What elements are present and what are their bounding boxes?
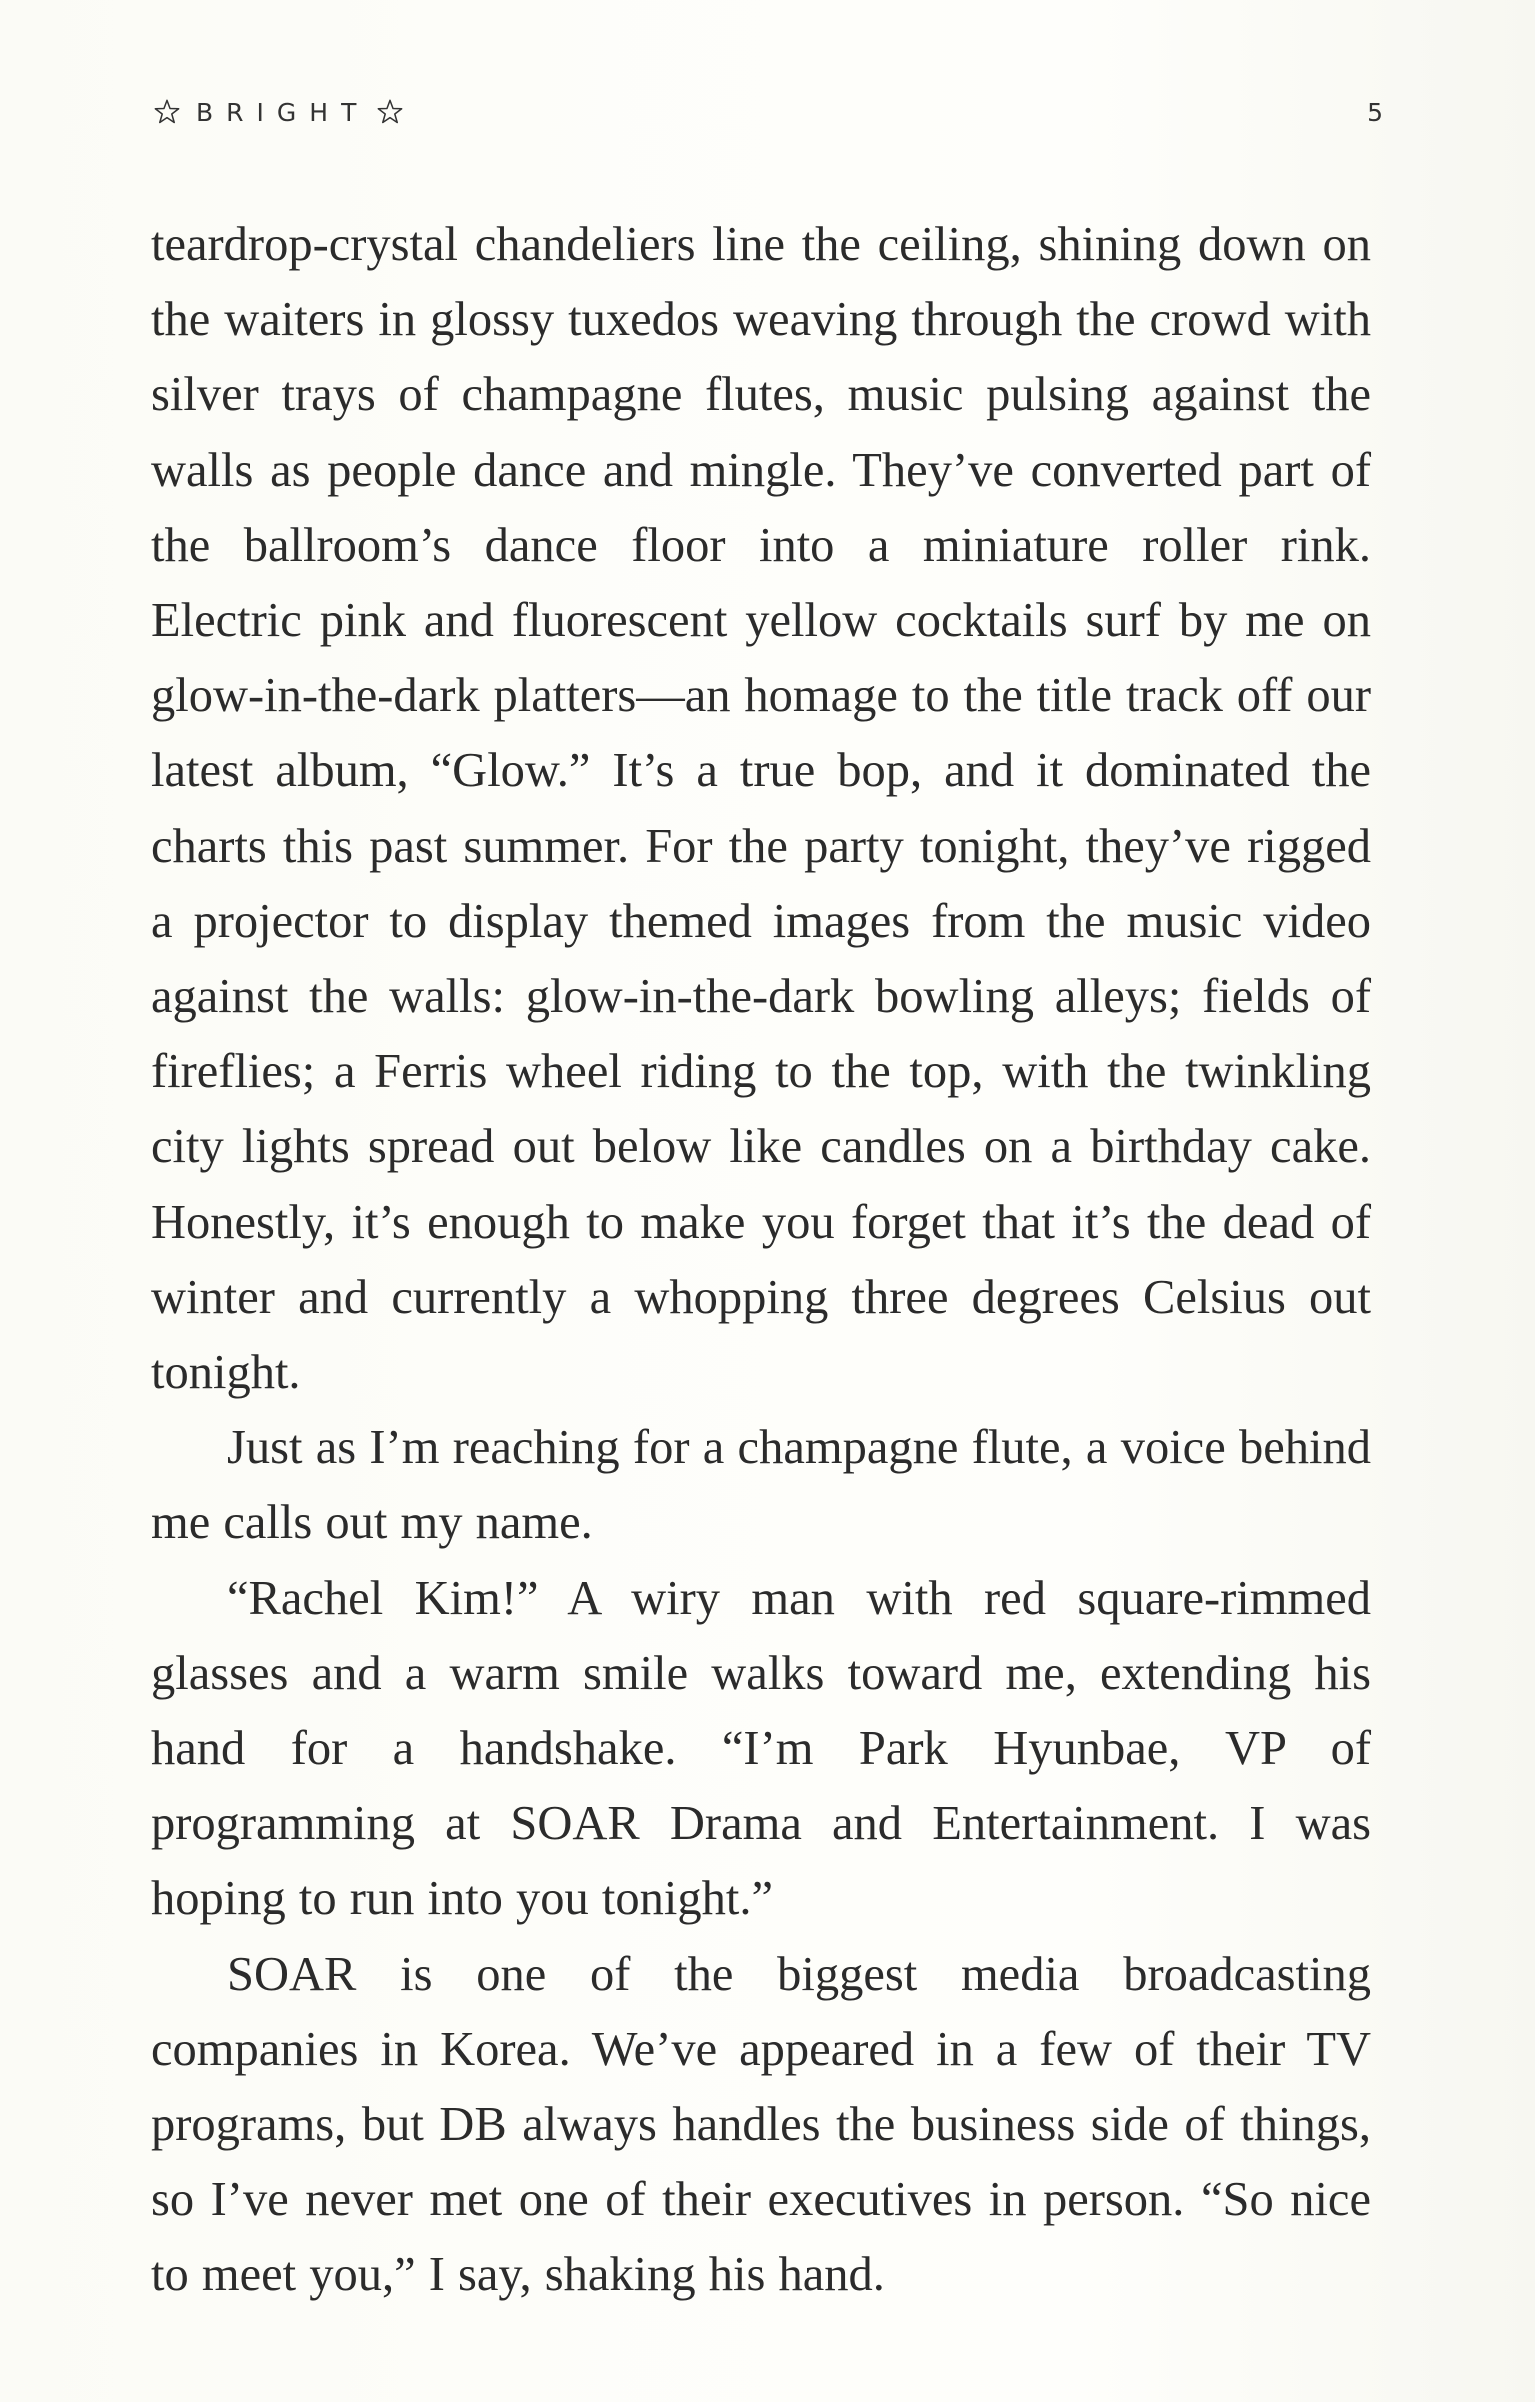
paragraph: SOAR is one of the biggest media broadcasting companies in Korea. We’ve appeared in a few of their TV programs, but DB always handles the business side of things, so I’ve never met one of their executives in person. “So nice to meet you,” I say, shaking his hand. — [151, 1947, 1371, 2302]
running-head-title-group — [152, 97, 405, 127]
page-number: 5 — [1367, 97, 1383, 127]
paragraph: Just as I’m reaching for a champagne flute, a voice behind me calls out my name. — [151, 1421, 1371, 1550]
running-head-book-title: BRIGHT — [196, 97, 370, 127]
body-text — [151, 207, 1371, 2313]
running-head — [152, 92, 1383, 132]
star-outline-icon — [375, 97, 405, 127]
paragraph: “Rachel Kim!” A wiry man with red square-rimmed glasses and a warm smile walks toward me, extending his hand for a handshake. “I’m Park Hyunbae, VP of programming at SOAR Drama and Entertainment. I was hoping to run into you tonight.” — [151, 1571, 1371, 1926]
paragraph: teardrop-crystal chandeliers line the ceiling, shining down on the waiters in glossy tuxedos weaving through the crowd with silver trays of champagne flutes, music pulsing against the walls as people dance and mingle. They’ve converted part of the ballroom’s dance floor into a miniature roller rink. Electric pink and fluorescent yellow cocktails surf by me on glow-in-the-dark platters—an homage to the title track off our latest album, “Glow.” It’s a true bop, and it dominated the charts this past summer. For the party tonight, they’ve rigged a projector to display themed images from the music video against the walls: glow-in-the-dark bowling alleys; fields of fireflies; a Ferris wheel riding to the top, with the twinkling city lights spread out below like candles on a birthday cake. Honestly, it’s enough to make you forget that it’s the dead of winter and currently a whopping three degrees Celsius out tonight. — [151, 218, 1371, 1400]
star-outline-icon — [152, 97, 182, 127]
